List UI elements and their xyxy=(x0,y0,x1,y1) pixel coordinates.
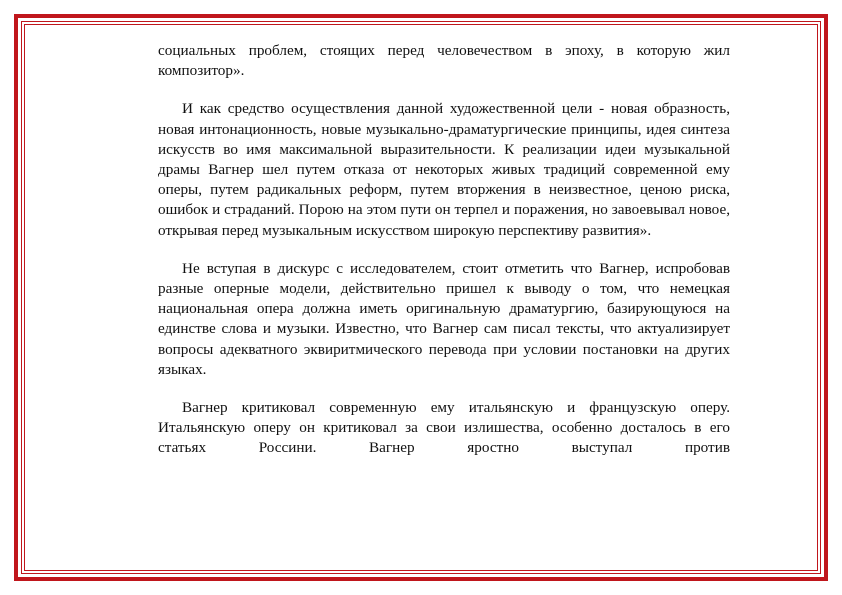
paragraph-wagner-criticism: Вагнер критиковал современную ему итальянскую и французскую оперу. Итальянскую оперу он критиковал за свои излишества, особенно досталось в его статьях Россини. Вагнер яростно выступал против xyxy=(158,399,730,457)
paragraph-continuation: социальных проблем, стоящих перед человечеством в эпоху, в которую жил композитор». xyxy=(158,42,730,80)
paragraph-wagner-goals: И как средство осуществления данной художественной цели - новая образность, новая интонационность, новые музыкально-драматургические принципы, идея синтеза искусств во имя максимальной выразительности. К реализации идеи музыкальной драмы Вагнер шел путем отказа от некоторых живых традиций современной ему оперы, путем радикальных реформ, путем вторжения в неизвестное, ценою риска, ошибок и страданий. Порою на этом пути он терпел и поражения, но завоевывал новое, открывая перед музыкальным искусством широкую перспективу развития». xyxy=(158,100,730,239)
document-body xyxy=(158,41,730,459)
paragraph-wagner-opera-models: Не вступая в дискурс с исследователем, стоит отметить что Вагнер, испробовав разные оперные модели, действительно пришел к выводу о том, что немецкая национальная опера должна иметь оригинальную драматургию, базирующуюся на единстве слова и музыки. Известно, что Вагнер сам писал тексты, что актуализирует вопросы адекватного эквиритмического перевода при условии постановки на других языках. xyxy=(158,259,730,378)
